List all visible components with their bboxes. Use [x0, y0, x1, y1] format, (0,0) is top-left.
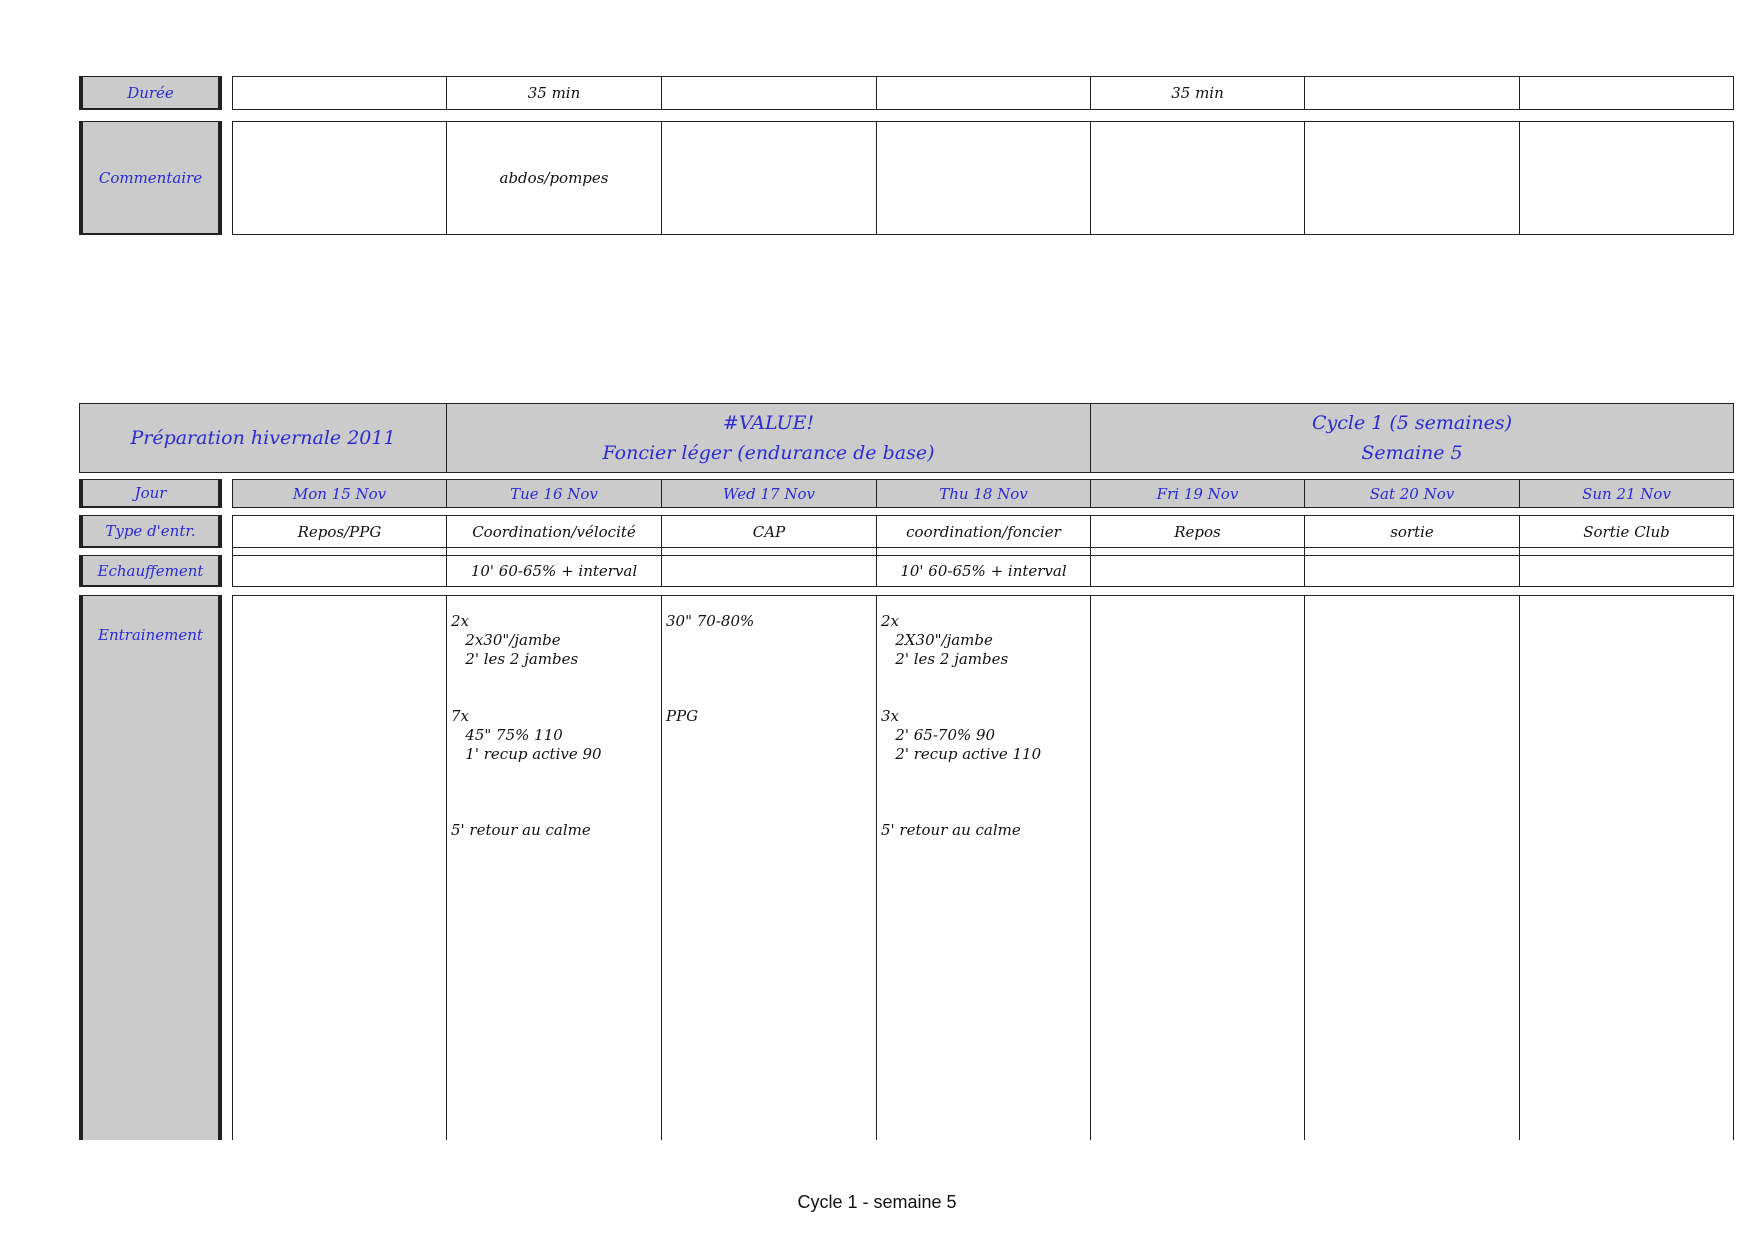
duree-cell[interactable] [876, 76, 1091, 110]
duree-cell[interactable] [1519, 76, 1734, 110]
commentaire-cell[interactable] [232, 121, 447, 235]
commentaire-cell[interactable] [1304, 121, 1520, 235]
cycle-line2: Semaine 5 [1361, 442, 1463, 464]
jour-label: Jour [79, 479, 222, 508]
entrainement-cell[interactable]: 2x 2X30"/jambe 2' les 2 jambes 3x 2' 65-70% 90 2' recup active 110 5' retour au calme [876, 595, 1091, 1140]
entrainement-cell[interactable]: 2x 2x30"/jambe 2' les 2 jambes 7x 45" 75% 110 1' recup active 90 5' retour au calme [446, 595, 662, 1140]
type-cell[interactable]: coordination/foncier [876, 515, 1091, 548]
cycle-cell [1090, 403, 1734, 473]
day-header: Mon 15 Nov [232, 479, 447, 508]
plan-title: Préparation hivernale 2011 [130, 427, 396, 449]
entrainement-label: Entrainement [79, 595, 222, 1140]
entrainement-cell[interactable] [232, 595, 447, 1140]
phase-cell [446, 403, 1091, 473]
duree-cell[interactable]: 35 min [1090, 76, 1305, 110]
echauffement-cell[interactable] [1304, 555, 1520, 587]
day-header: Sun 21 Nov [1519, 479, 1734, 508]
commentaire-cell[interactable] [1090, 121, 1305, 235]
echauffement-cell[interactable] [1519, 555, 1734, 587]
day-header: Sat 20 Nov [1304, 479, 1520, 508]
type-cell[interactable]: CAP [661, 515, 877, 548]
commentaire-cell[interactable] [661, 121, 877, 235]
day-header: Fri 19 Nov [1090, 479, 1305, 508]
duree-label: Durée [79, 76, 222, 110]
echauffement-cell[interactable] [661, 555, 877, 587]
commentaire-label: Commentaire [79, 121, 222, 235]
phase-line1: #VALUE! [722, 412, 815, 434]
entrainement-cell[interactable] [1304, 595, 1520, 1140]
cycle-line1: Cycle 1 (5 semaines) [1311, 412, 1512, 434]
duree-cell[interactable] [232, 76, 447, 110]
duree-cell[interactable] [1304, 76, 1520, 110]
echauffement-cell[interactable]: 10' 60-65% + interval [876, 555, 1091, 587]
day-header: Thu 18 Nov [876, 479, 1091, 508]
plan-title-cell [79, 403, 447, 473]
page-footer: Cycle 1 - semaine 5 [797, 1192, 957, 1212]
phase-line2: Foncier léger (endurance de base) [602, 442, 935, 464]
duree-cell[interactable]: 35 min [446, 76, 662, 110]
commentaire-cell[interactable] [1519, 121, 1734, 235]
type-label: Type d'entr. [79, 515, 222, 548]
entrainement-cell[interactable] [1090, 595, 1305, 1140]
day-header: Wed 17 Nov [661, 479, 877, 508]
type-cell[interactable]: Sortie Club [1519, 515, 1734, 548]
duree-cell[interactable] [661, 76, 877, 110]
echauffement-cell[interactable] [232, 555, 447, 587]
echauffement-label: Echauffement [79, 555, 222, 587]
day-header: Tue 16 Nov [446, 479, 662, 508]
type-cell[interactable]: sortie [1304, 515, 1520, 548]
type-cell[interactable]: Repos [1090, 515, 1305, 548]
entrainement-cell[interactable]: 30" 70-80% PPG [661, 595, 877, 1140]
type-cell[interactable]: Repos/PPG [232, 515, 447, 548]
entrainement-cell[interactable] [1519, 595, 1734, 1140]
commentaire-cell[interactable]: abdos/pompes [446, 121, 662, 235]
type-cell[interactable]: Coordination/vélocité [446, 515, 662, 548]
commentaire-cell[interactable] [876, 121, 1091, 235]
echauffement-cell[interactable] [1090, 555, 1305, 587]
echauffement-cell[interactable]: 10' 60-65% + interval [446, 555, 662, 587]
